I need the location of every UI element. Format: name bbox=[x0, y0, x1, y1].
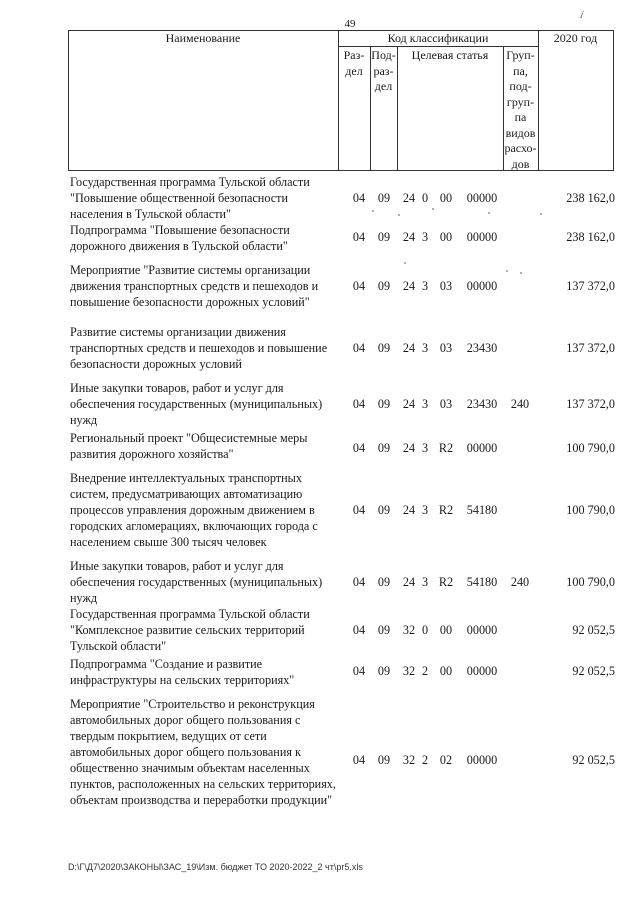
row-razdel: 04 bbox=[352, 191, 366, 205]
row-podrazdel: 09 bbox=[377, 341, 391, 355]
row-sum: 238 162,0 bbox=[566, 191, 615, 205]
row-podrazdel: 09 bbox=[377, 753, 391, 767]
header-target: Целевая статья bbox=[411, 48, 489, 62]
row-razdel: 04 bbox=[352, 623, 366, 637]
row-name: Подпрограмма "Повышение безопасности дорожного движения в Тульской области" bbox=[70, 223, 290, 253]
row-program: 24 bbox=[402, 230, 416, 244]
row-program: 24 bbox=[402, 575, 416, 589]
row-podrazdel: 09 bbox=[377, 441, 391, 455]
file-path-footer: D:\Г\Д7\2020\ЗАКОНЫ\ЗАС_19\Изм. бюджет ТО 2020-2022_2 чт\pr5.xls bbox=[68, 862, 363, 872]
row-subprogram: 3 bbox=[421, 441, 429, 455]
row-subprogram: 3 bbox=[421, 575, 429, 589]
row-sum: 137 372,0 bbox=[566, 397, 615, 411]
row-main-event: 03 bbox=[439, 341, 453, 355]
row-razdel: 04 bbox=[352, 397, 366, 411]
row-program: 32 bbox=[402, 664, 416, 678]
header-code-group: Код классификации bbox=[387, 31, 489, 45]
row-program: 32 bbox=[402, 623, 416, 637]
row-razdel: 04 bbox=[352, 441, 366, 455]
row-sum: 92 052,5 bbox=[572, 753, 615, 767]
row-main-event: 00 bbox=[439, 664, 453, 678]
row-sum: 92 052,5 bbox=[572, 623, 615, 637]
row-program: 24 bbox=[402, 191, 416, 205]
row-name: Государственная программа Тульской области "Комплексное развитие сельских территорий Тульской области" bbox=[70, 607, 310, 653]
row-podrazdel: 09 bbox=[377, 575, 391, 589]
row-podrazdel: 09 bbox=[377, 230, 391, 244]
page-number: 49 bbox=[344, 18, 356, 30]
row-direction: 00000 bbox=[466, 753, 498, 767]
header-razdel: Раз- дел bbox=[343, 48, 365, 78]
row-direction: 54180 bbox=[466, 503, 498, 517]
row-name: Государственная программа Тульской области "Повышение общественной безопасности населения в Тульской области" bbox=[70, 175, 310, 221]
row-subprogram: 2 bbox=[421, 664, 429, 678]
row-subprogram: 2 bbox=[421, 753, 429, 767]
row-name: Иные закупки товаров, работ и услуг для обеспечения государственных (муниципальных) нужд bbox=[70, 559, 323, 605]
row-razdel: 04 bbox=[352, 503, 366, 517]
row-razdel: 04 bbox=[352, 753, 366, 767]
row-sum: 100 790,0 bbox=[566, 441, 615, 455]
row-name: Развитие системы организации движения транспортных средств и пешеходов и повышение безопасности дорожных условий bbox=[70, 325, 328, 371]
row-podrazdel: 09 bbox=[377, 279, 391, 293]
row-sum: 92 052,5 bbox=[572, 664, 615, 678]
row-direction: 00000 bbox=[466, 623, 498, 637]
header-name: Наименование bbox=[165, 31, 241, 45]
row-main-event: R2 bbox=[438, 575, 454, 589]
row-direction: 00000 bbox=[466, 664, 498, 678]
row-razdel: 04 bbox=[352, 230, 366, 244]
row-razdel: 04 bbox=[352, 575, 366, 589]
row-expense-type: 240 bbox=[510, 575, 530, 589]
row-sum: 137 372,0 bbox=[566, 341, 615, 355]
row-direction: 00000 bbox=[466, 441, 498, 455]
row-razdel: 04 bbox=[352, 664, 366, 678]
row-program: 24 bbox=[402, 341, 416, 355]
row-main-event: 00 bbox=[439, 230, 453, 244]
row-subprogram: 0 bbox=[421, 623, 429, 637]
row-name: Мероприятие "Строительство и реконструкция автомобильных дорог общего пользования с твердым покрытием, ведущих от сети автомобильных дорог общего пользования к общественно значимым объектам населенных пунктов, расположенных на сельских территориях, объектам производства и переработки продукции" bbox=[70, 697, 336, 807]
row-sum: 238 162,0 bbox=[566, 230, 615, 244]
row-main-event: 00 bbox=[439, 191, 453, 205]
row-expense-type: 240 bbox=[510, 397, 530, 411]
row-name: Внедрение интеллектуальных транспортных систем, предусматривающих автоматизацию процессов управления дорожным движением в городских агломерациях, включающих города с населением свыше 300 тысяч человек bbox=[70, 471, 318, 549]
row-direction: 23430 bbox=[466, 341, 498, 355]
row-podrazdel: 09 bbox=[377, 397, 391, 411]
row-name: Подпрограмма "Создание и развитие инфраструктуры на сельских территориях" bbox=[70, 657, 295, 687]
row-subprogram: 3 bbox=[421, 503, 429, 517]
row-program: 24 bbox=[402, 503, 416, 517]
row-main-event: R2 bbox=[438, 503, 454, 517]
header-vid: Груп- па, под- груп- па видов расхо- дов bbox=[504, 48, 537, 171]
row-sum: 137 372,0 bbox=[566, 279, 615, 293]
row-sum: 100 790,0 bbox=[566, 503, 615, 517]
header-year: 2020 год bbox=[553, 31, 598, 45]
header-podrazdel: Под- раз- дел bbox=[371, 48, 396, 93]
row-razdel: 04 bbox=[352, 279, 366, 293]
row-main-event: 00 bbox=[439, 623, 453, 637]
row-name: Иные закупки товаров, работ и услуг для обеспечения государственных (муниципальных) нужд bbox=[70, 381, 323, 427]
row-podrazdel: 09 bbox=[377, 191, 391, 205]
row-program: 24 bbox=[402, 279, 416, 293]
row-subprogram: 3 bbox=[421, 230, 429, 244]
row-razdel: 04 bbox=[352, 341, 366, 355]
row-direction: 54180 bbox=[466, 575, 498, 589]
row-program: 24 bbox=[402, 441, 416, 455]
row-direction: 00000 bbox=[466, 230, 498, 244]
row-program: 32 bbox=[402, 753, 416, 767]
row-subprogram: 3 bbox=[421, 341, 429, 355]
row-name: Мероприятие "Развитие системы организации движения транспортных средств и пешеходов и повышение безопасности дорожных условий" bbox=[70, 263, 319, 309]
row-name: Региональный проект "Общесистемные меры развития дорожного хозяйства" bbox=[70, 431, 308, 461]
row-direction: 23430 bbox=[466, 397, 498, 411]
row-main-event: 03 bbox=[439, 397, 453, 411]
row-subprogram: 3 bbox=[421, 279, 429, 293]
scan-mark: ⅰ bbox=[578, 9, 585, 22]
row-direction: 00000 bbox=[466, 279, 498, 293]
row-main-event: 03 bbox=[439, 279, 453, 293]
row-sum: 100 790,0 bbox=[566, 575, 615, 589]
row-subprogram: 0 bbox=[421, 191, 429, 205]
row-subprogram: 3 bbox=[421, 397, 429, 411]
row-main-event: 02 bbox=[439, 753, 453, 767]
row-program: 24 bbox=[402, 397, 416, 411]
row-podrazdel: 09 bbox=[377, 664, 391, 678]
row-podrazdel: 09 bbox=[377, 623, 391, 637]
row-podrazdel: 09 bbox=[377, 503, 391, 517]
row-direction: 00000 bbox=[466, 191, 498, 205]
row-main-event: R2 bbox=[438, 441, 454, 455]
